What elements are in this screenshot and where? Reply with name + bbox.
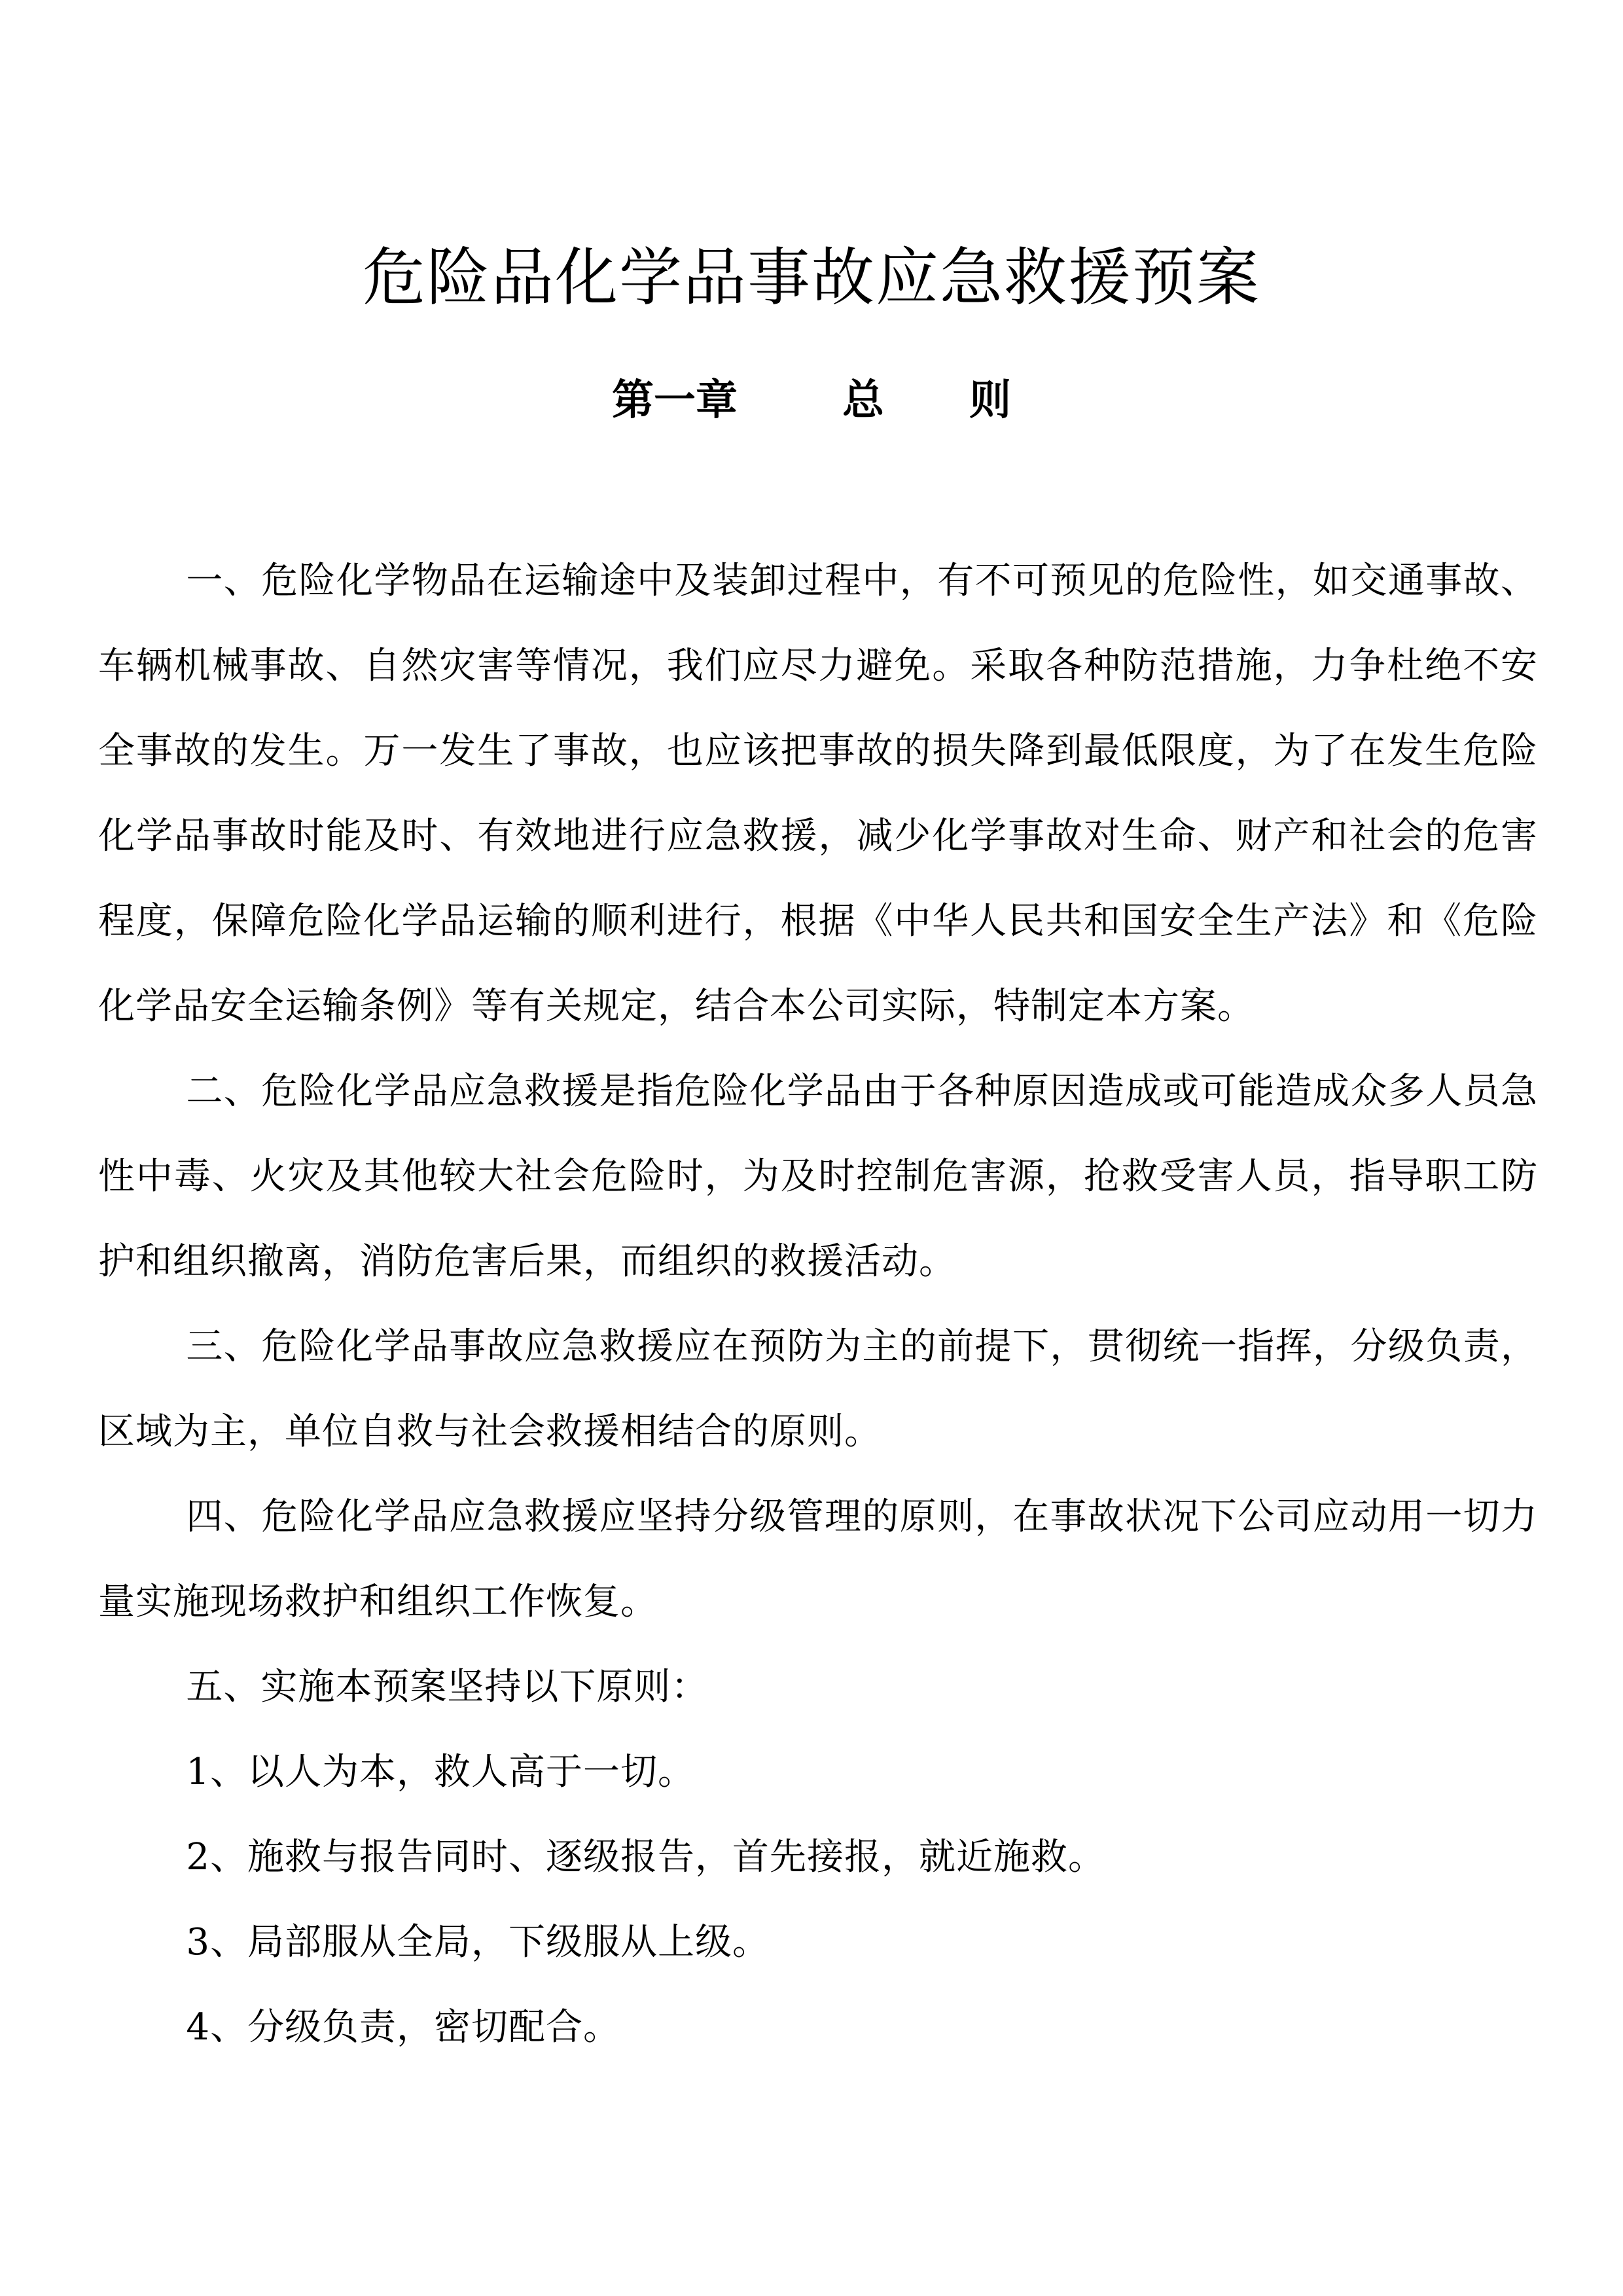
chapter-title-word-1: 总: [842, 376, 884, 425]
chapter-number: 第一章: [612, 376, 738, 425]
document-body: [98, 539, 1538, 2070]
principle-item-3: 3、局部服从全局，下级服从上级。: [186, 1921, 770, 1964]
principle-item-4: 4、分级负责，密切配合。: [186, 2006, 621, 2049]
principle-item-2: 2、施救与报告同时、逐级报告，首先接报，就近施救。: [186, 1836, 1106, 1878]
paragraph-3: 三、危险化学品事故应急救援应在预防为主的前提下，贯彻统一指挥，分级负责，区域为主，单位自救与社会救援相结合的原则。: [98, 1325, 1538, 1453]
paragraph-4: 四、危险化学品应急救援应坚持分级管理的原则，在事故状况下公司应动用一切力量实施现场救护和组织工作恢复。: [98, 1496, 1538, 1623]
document-title: 危险品化学品事故应急救援预案: [363, 241, 1260, 315]
chapter-title-word-2: 则: [969, 376, 1011, 425]
chapter-heading: [0, 368, 1623, 433]
paragraph-2: 二、危险化学品应急救援是指危险化学品由于各种原因造成或可能造成众多人员急性中毒、火灾及其他较大社会危险时，为及时控制危害源，抢救受害人员，指导职工防护和组织撤离，消防危害后果，而组织的救援活动。: [98, 1070, 1538, 1283]
paragraph-5: 五、实施本预案坚持以下原则：: [186, 1666, 709, 1708]
paragraph-1: 一、危险化学物品在运输途中及装卸过程中，有不可预见的危险性，如交通事故、车辆机械事故、自然灾害等情况，我们应尽力避免。采取各种防范措施，力争杜绝不安全事故的发生。万一发生了事故，也应该把事故的损失降到最低限度，为了在发生危险化学品事故时能及时、有效地进行应急救援，减少化学事故对生命、财产和社会的危害程度，保障危险化学品运输的顺利进行，根据《中华人民共和国安全生产法》和《危险化学品安全运输条例》等有关规定，结合本公司实际，特制定本方案。: [98, 560, 1538, 1028]
principle-item-1: 1、以人为本，救人高于一切。: [186, 1751, 696, 1793]
